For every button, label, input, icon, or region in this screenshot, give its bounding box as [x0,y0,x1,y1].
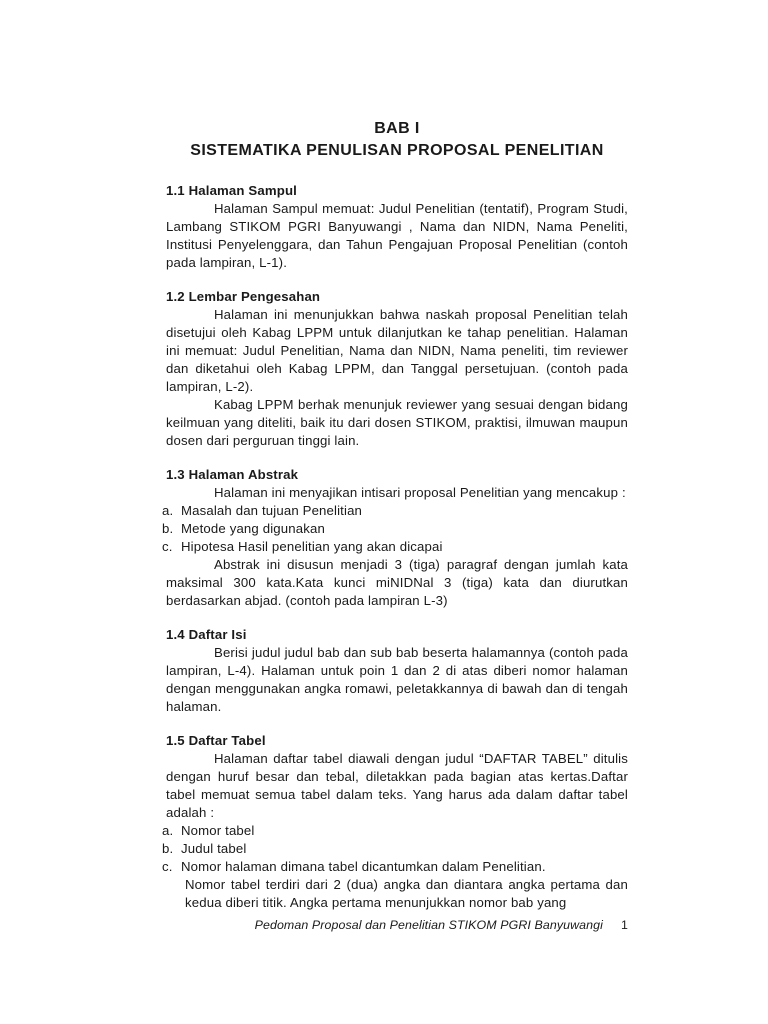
section-halaman-sampul [166,182,628,272]
paragraph: Nomor tabel terdiri dari 2 (dua) angka dan diantara angka pertama dan kedua diberi titik. Angka pertama menunjukkan nomor bab yang [185,877,628,910]
section-heading: 1.5 Daftar Tabel [166,733,266,748]
footer-text: Pedoman Proposal dan Penelitian STIKOM PGRI Banyuwangi [254,918,603,932]
list-item-text: Metode yang digunakan [181,521,325,536]
list-item [162,502,628,520]
chapter-label: BAB I [374,120,420,137]
list-item [162,520,628,538]
list-item-text: Nomor halaman dimana tabel dicantumkan dalam Penelitian. [181,859,546,874]
list-item [162,538,628,556]
page-footer [166,918,628,932]
list-marker: b. [162,521,174,536]
list-marker: c. [162,859,173,874]
chapter-title: SISTEMATIKA PENULISAN PROPOSAL PENELITIAN [190,142,604,159]
section-heading: 1.4 Daftar Isi [166,627,247,642]
section-heading: 1.1 Halaman Sampul [166,183,297,198]
paragraph: Kabag LPPM berhak menunjuk reviewer yang sesuai dengan bidang keilmuan yang diteliti, baik itu dari dosen STIKOM, praktisi, ilmuwan maupun dosen dari perguruan tinggi lain. [166,397,628,448]
table-list-requirements [162,822,628,876]
page-number: 1 [621,918,628,932]
list-marker: a. [162,823,174,838]
section-daftar-isi [166,626,628,716]
paragraph: Halaman Sampul memuat: Judul Penelitian (tentatif), Program Studi, Lambang STIKOM PGRI Banyuwangi , Nama dan NIDN, Nama Peneliti, Institusi Penyelenggara, dan Tahun Pengajuan Proposal Penelitian (contoh pada lampiran, L-1). [166,201,628,270]
list-marker: a. [162,503,174,518]
list-marker: b. [162,841,174,856]
paragraph: Halaman ini menyajikan intisari proposal Penelitian yang mencakup : [214,485,626,500]
paragraph: Halaman daftar tabel diawali dengan judul “DAFTAR TABEL” ditulis dengan huruf besar dan tebal, diletakkan pada bagian atas kertas.Daftar tabel memuat semua tabel dalam teks. Yang harus ada dalam daftar tabel adalah : [166,751,628,820]
list-item-text: Masalah dan tujuan Penelitian [181,503,363,518]
document-page [162,118,628,928]
section-lembar-pengesahan [166,288,628,450]
list-item-text: Judul tabel [181,841,247,856]
list-item-text: Nomor tabel [181,823,255,838]
section-heading: 1.3 Halaman Abstrak [166,467,299,482]
section-heading: 1.2 Lembar Pengesahan [166,289,321,304]
paragraph: Berisi judul judul bab dan sub bab beserta halamannya (contoh pada lampiran, L-4). Halaman untuk poin 1 dan 2 di atas diberi nomor halaman dengan menggunakan angka romawi, peletakkannya di bawah dan di tengah halaman. [166,645,628,714]
list-item [162,858,628,876]
section-halaman-abstrak [162,466,628,610]
paragraph: Halaman ini menunjukkan bahwa naskah proposal Penelitian telah disetujui oleh Kabag LPPM untuk dilanjutkan ke tahap penelitian. Halaman ini memuat: Judul Penelitian, Nama dan NIDN, Nama peneliti, tim reviewer dan diketahui oleh Kabag LPPM, dan Tanggal persetujuan. (contoh pada lampiran, L-2). [166,307,628,394]
list-item [162,822,628,840]
list-marker: c. [162,539,173,554]
paragraph: Abstrak ini disusun menjadi 3 (tiga) paragraf dengan jumlah kata maksimal 300 kata.Kata kunci miNIDNal 3 (tiga) kata dan diurutkan berdasarkan abjad. (contoh pada lampiran L-3) [166,557,628,608]
list-item-text: Hipotesa Hasil penelitian yang akan dicapai [181,539,443,554]
abstract-content-list [162,502,628,556]
list-item [162,840,628,858]
section-daftar-tabel [162,732,628,912]
